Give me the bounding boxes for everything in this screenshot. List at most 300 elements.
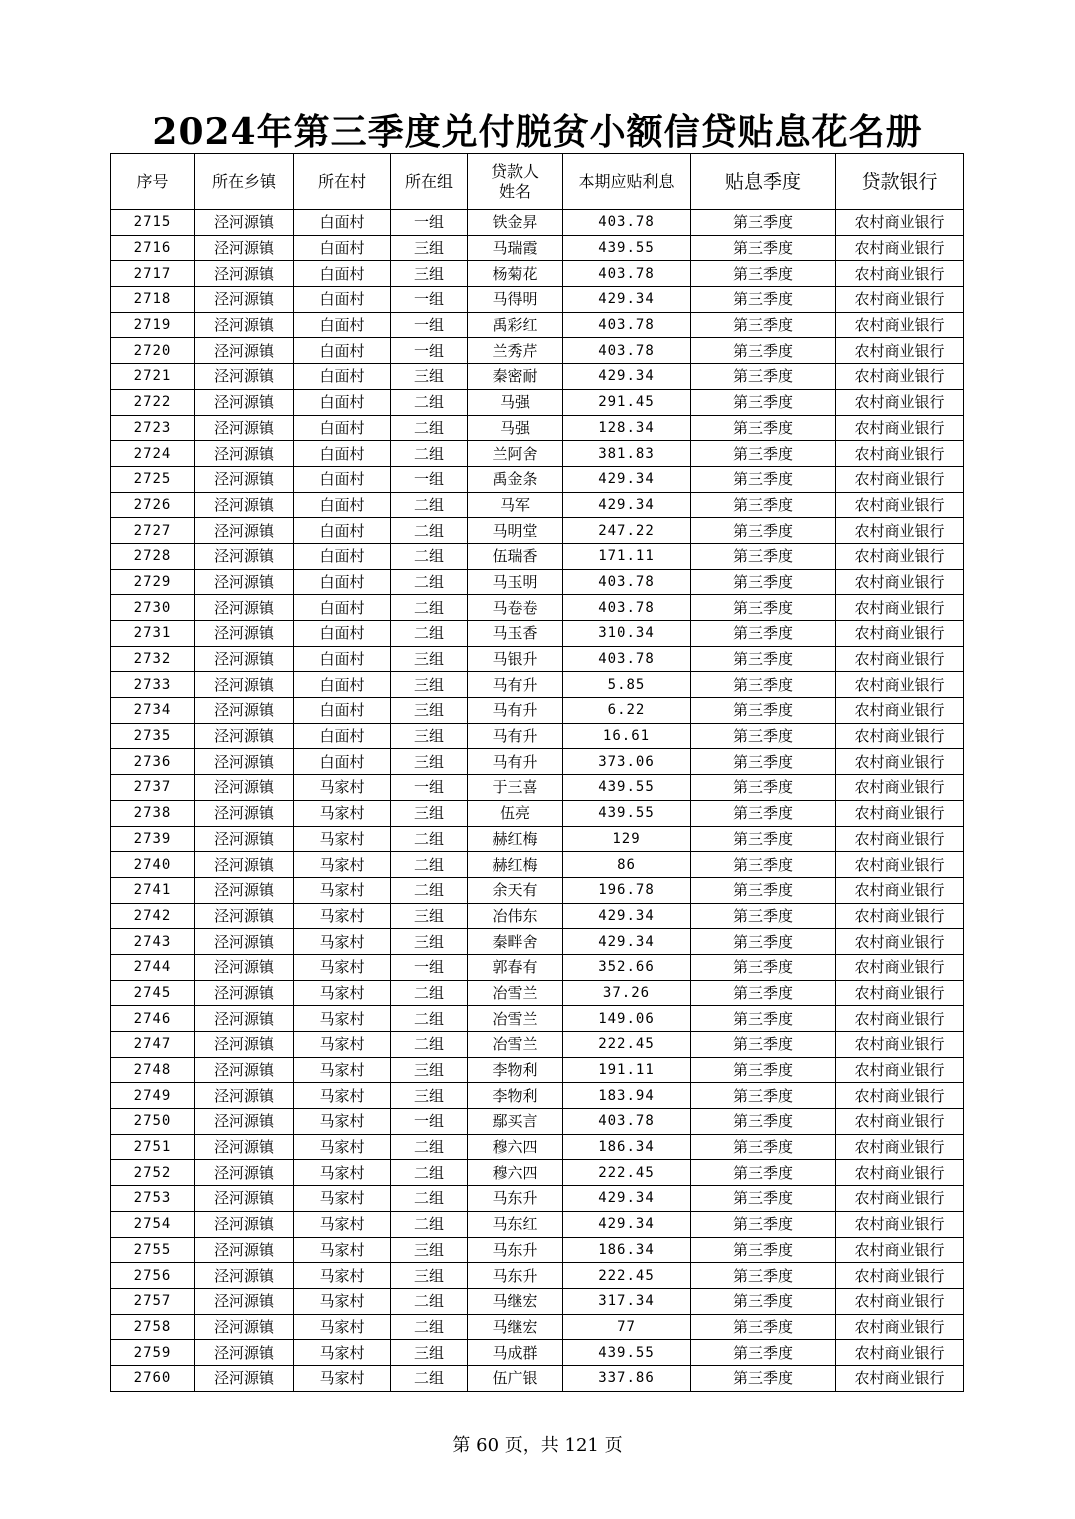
cell-group: 二组 <box>391 492 468 518</box>
cell-bank: 农村商业银行 <box>836 621 964 647</box>
cell-quarter: 第三季度 <box>691 698 836 724</box>
cell-borrower: 冶伟东 <box>468 903 563 929</box>
cell-interest: 429.34 <box>563 903 691 929</box>
cell-bank: 农村商业银行 <box>836 672 964 698</box>
cell-interest: 186.34 <box>563 1237 691 1263</box>
table-row <box>111 698 964 724</box>
cell-borrower: 赫红梅 <box>468 826 563 852</box>
cell-quarter: 第三季度 <box>691 929 836 955</box>
cell-bank: 农村商业银行 <box>836 389 964 415</box>
cell-interest: 352.66 <box>563 954 691 980</box>
cell-bank: 农村商业银行 <box>836 543 964 569</box>
table-row <box>111 1083 964 1109</box>
cell-interest: 5.85 <box>563 672 691 698</box>
cell-town: 泾河源镇 <box>195 1109 294 1135</box>
cell-group: 三组 <box>391 1263 468 1289</box>
table-row <box>111 1237 964 1263</box>
cell-bank: 农村商业银行 <box>836 1109 964 1135</box>
cell-seq: 2725 <box>111 466 195 492</box>
cell-interest: 373.06 <box>563 749 691 775</box>
cell-town: 泾河源镇 <box>195 1134 294 1160</box>
cell-quarter: 第三季度 <box>691 466 836 492</box>
cell-seq: 2721 <box>111 364 195 390</box>
cell-borrower: 李物利 <box>468 1083 563 1109</box>
cell-village: 马家村 <box>294 1032 391 1058</box>
cell-interest: 6.22 <box>563 698 691 724</box>
table-row <box>111 1186 964 1212</box>
cell-group: 二组 <box>391 852 468 878</box>
cell-quarter: 第三季度 <box>691 749 836 775</box>
table-row <box>111 929 964 955</box>
cell-town: 泾河源镇 <box>195 1211 294 1237</box>
cell-bank: 农村商业银行 <box>836 698 964 724</box>
header-quarter: 贴息季度 <box>691 154 836 210</box>
cell-quarter: 第三季度 <box>691 1314 836 1340</box>
header-town: 所在乡镇 <box>195 154 294 210</box>
cell-borrower: 冶雪兰 <box>468 1032 563 1058</box>
cell-seq: 2760 <box>111 1365 195 1391</box>
cell-interest: 129 <box>563 826 691 852</box>
cell-seq: 2747 <box>111 1032 195 1058</box>
cell-bank: 农村商业银行 <box>836 466 964 492</box>
cell-village: 马家村 <box>294 1340 391 1366</box>
cell-bank: 农村商业银行 <box>836 1237 964 1263</box>
table-row <box>111 723 964 749</box>
cell-borrower: 马东升 <box>468 1237 563 1263</box>
cell-quarter: 第三季度 <box>691 415 836 441</box>
cell-group: 三组 <box>391 672 468 698</box>
table-row <box>111 415 964 441</box>
cell-seq: 2749 <box>111 1083 195 1109</box>
cell-quarter: 第三季度 <box>691 1288 836 1314</box>
cell-town: 泾河源镇 <box>195 338 294 364</box>
table-row <box>111 287 964 313</box>
cell-borrower: 马有升 <box>468 672 563 698</box>
cell-village: 马家村 <box>294 903 391 929</box>
cell-interest: 403.78 <box>563 569 691 595</box>
cell-borrower: 杨菊花 <box>468 261 563 287</box>
table-row <box>111 210 964 236</box>
cell-town: 泾河源镇 <box>195 1314 294 1340</box>
cell-town: 泾河源镇 <box>195 1057 294 1083</box>
cell-bank: 农村商业银行 <box>836 723 964 749</box>
cell-quarter: 第三季度 <box>691 492 836 518</box>
cell-interest: 381.83 <box>563 441 691 467</box>
cell-village: 马家村 <box>294 1083 391 1109</box>
cell-interest: 403.78 <box>563 261 691 287</box>
cell-village: 白面村 <box>294 698 391 724</box>
table-row <box>111 235 964 261</box>
cell-village: 马家村 <box>294 1006 391 1032</box>
cell-group: 二组 <box>391 518 468 544</box>
cell-bank: 农村商业银行 <box>836 852 964 878</box>
cell-town: 泾河源镇 <box>195 646 294 672</box>
cell-quarter: 第三季度 <box>691 1365 836 1391</box>
cell-town: 泾河源镇 <box>195 826 294 852</box>
cell-group: 三组 <box>391 364 468 390</box>
cell-seq: 2752 <box>111 1160 195 1186</box>
cell-quarter: 第三季度 <box>691 621 836 647</box>
cell-quarter: 第三季度 <box>691 826 836 852</box>
cell-seq: 2738 <box>111 800 195 826</box>
table-row <box>111 877 964 903</box>
cell-bank: 农村商业银行 <box>836 646 964 672</box>
cell-seq: 2716 <box>111 235 195 261</box>
cell-bank: 农村商业银行 <box>836 1032 964 1058</box>
cell-seq: 2746 <box>111 1006 195 1032</box>
cell-quarter: 第三季度 <box>691 595 836 621</box>
cell-village: 马家村 <box>294 800 391 826</box>
cell-interest: 222.45 <box>563 1032 691 1058</box>
cell-group: 一组 <box>391 466 468 492</box>
cell-quarter: 第三季度 <box>691 287 836 313</box>
cell-borrower: 马东升 <box>468 1263 563 1289</box>
cell-seq: 2757 <box>111 1288 195 1314</box>
cell-town: 泾河源镇 <box>195 698 294 724</box>
cell-quarter: 第三季度 <box>691 261 836 287</box>
subsidy-roster-table <box>110 153 964 1392</box>
cell-quarter: 第三季度 <box>691 1134 836 1160</box>
cell-borrower: 伍广银 <box>468 1365 563 1391</box>
table-row <box>111 980 964 1006</box>
cell-quarter: 第三季度 <box>691 672 836 698</box>
cell-borrower: 郭春有 <box>468 954 563 980</box>
table-row <box>111 775 964 801</box>
cell-group: 三组 <box>391 929 468 955</box>
cell-town: 泾河源镇 <box>195 518 294 544</box>
cell-borrower: 马玉香 <box>468 621 563 647</box>
cell-village: 白面村 <box>294 749 391 775</box>
table-row <box>111 749 964 775</box>
cell-borrower: 禹彩红 <box>468 312 563 338</box>
cell-bank: 农村商业银行 <box>836 1160 964 1186</box>
cell-borrower: 马继宏 <box>468 1288 563 1314</box>
cell-borrower: 禹金条 <box>468 466 563 492</box>
cell-group: 一组 <box>391 775 468 801</box>
cell-borrower: 马继宏 <box>468 1314 563 1340</box>
table-row <box>111 672 964 698</box>
cell-village: 马家村 <box>294 1263 391 1289</box>
cell-village: 白面村 <box>294 338 391 364</box>
cell-town: 泾河源镇 <box>195 415 294 441</box>
cell-group: 二组 <box>391 980 468 1006</box>
cell-village: 马家村 <box>294 1365 391 1391</box>
cell-bank: 农村商业银行 <box>836 749 964 775</box>
table-row <box>111 466 964 492</box>
cell-town: 泾河源镇 <box>195 903 294 929</box>
cell-interest: 317.34 <box>563 1288 691 1314</box>
cell-village: 马家村 <box>294 852 391 878</box>
cell-town: 泾河源镇 <box>195 800 294 826</box>
table-row <box>111 389 964 415</box>
cell-quarter: 第三季度 <box>691 441 836 467</box>
cell-interest: 16.61 <box>563 723 691 749</box>
cell-seq: 2731 <box>111 621 195 647</box>
cell-village: 白面村 <box>294 595 391 621</box>
cell-quarter: 第三季度 <box>691 775 836 801</box>
cell-town: 泾河源镇 <box>195 1288 294 1314</box>
cell-quarter: 第三季度 <box>691 980 836 1006</box>
cell-interest: 149.06 <box>563 1006 691 1032</box>
table-row <box>111 1057 964 1083</box>
cell-village: 白面村 <box>294 441 391 467</box>
cell-quarter: 第三季度 <box>691 569 836 595</box>
cell-seq: 2755 <box>111 1237 195 1263</box>
cell-interest: 403.78 <box>563 312 691 338</box>
cell-town: 泾河源镇 <box>195 543 294 569</box>
table-row <box>111 1109 964 1135</box>
cell-town: 泾河源镇 <box>195 929 294 955</box>
cell-group: 二组 <box>391 1032 468 1058</box>
cell-interest: 439.55 <box>563 775 691 801</box>
cell-town: 泾河源镇 <box>195 312 294 338</box>
cell-town: 泾河源镇 <box>195 1365 294 1391</box>
cell-village: 马家村 <box>294 1160 391 1186</box>
cell-bank: 农村商业银行 <box>836 877 964 903</box>
cell-bank: 农村商业银行 <box>836 1186 964 1212</box>
table-row <box>111 569 964 595</box>
table-row <box>111 826 964 852</box>
cell-interest: 403.78 <box>563 210 691 236</box>
cell-town: 泾河源镇 <box>195 492 294 518</box>
cell-quarter: 第三季度 <box>691 852 836 878</box>
cell-borrower: 马东红 <box>468 1211 563 1237</box>
cell-village: 马家村 <box>294 1109 391 1135</box>
cell-bank: 农村商业银行 <box>836 980 964 1006</box>
cell-village: 白面村 <box>294 621 391 647</box>
cell-quarter: 第三季度 <box>691 1186 836 1212</box>
cell-village: 白面村 <box>294 672 391 698</box>
cell-interest: 86 <box>563 852 691 878</box>
cell-borrower: 马东升 <box>468 1186 563 1212</box>
cell-group: 三组 <box>391 723 468 749</box>
cell-group: 三组 <box>391 903 468 929</box>
header-borrower-line1: 贷款人 <box>490 161 539 181</box>
cell-interest: 429.34 <box>563 287 691 313</box>
cell-quarter: 第三季度 <box>691 235 836 261</box>
cell-borrower: 伍瑞香 <box>468 543 563 569</box>
cell-village: 白面村 <box>294 235 391 261</box>
cell-town: 泾河源镇 <box>195 364 294 390</box>
cell-village: 白面村 <box>294 210 391 236</box>
cell-town: 泾河源镇 <box>195 723 294 749</box>
cell-borrower: 鄢买言 <box>468 1109 563 1135</box>
cell-group: 一组 <box>391 1109 468 1135</box>
cell-seq: 2758 <box>111 1314 195 1340</box>
cell-village: 白面村 <box>294 364 391 390</box>
cell-seq: 2733 <box>111 672 195 698</box>
cell-group: 一组 <box>391 954 468 980</box>
cell-interest: 291.45 <box>563 389 691 415</box>
cell-quarter: 第三季度 <box>691 877 836 903</box>
cell-seq: 2723 <box>111 415 195 441</box>
table-row <box>111 441 964 467</box>
cell-interest: 191.11 <box>563 1057 691 1083</box>
cell-seq: 2729 <box>111 569 195 595</box>
table-row <box>111 1314 964 1340</box>
table-header-row <box>111 154 964 210</box>
cell-bank: 农村商业银行 <box>836 441 964 467</box>
cell-bank: 农村商业银行 <box>836 1263 964 1289</box>
cell-quarter: 第三季度 <box>691 1057 836 1083</box>
cell-town: 泾河源镇 <box>195 1237 294 1263</box>
cell-seq: 2740 <box>111 852 195 878</box>
cell-village: 马家村 <box>294 775 391 801</box>
cell-village: 马家村 <box>294 954 391 980</box>
cell-group: 二组 <box>391 595 468 621</box>
cell-group: 二组 <box>391 877 468 903</box>
page-title: 2024年第三季度兑付脱贫小额信贷贴息花名册 <box>152 111 923 153</box>
cell-interest: 37.26 <box>563 980 691 1006</box>
cell-borrower: 马成群 <box>468 1340 563 1366</box>
cell-quarter: 第三季度 <box>691 954 836 980</box>
cell-seq: 2745 <box>111 980 195 1006</box>
cell-group: 三组 <box>391 800 468 826</box>
table-row <box>111 954 964 980</box>
cell-group: 二组 <box>391 1211 468 1237</box>
cell-quarter: 第三季度 <box>691 543 836 569</box>
cell-bank: 农村商业银行 <box>836 1006 964 1032</box>
cell-seq: 2720 <box>111 338 195 364</box>
cell-town: 泾河源镇 <box>195 1160 294 1186</box>
cell-quarter: 第三季度 <box>691 1032 836 1058</box>
cell-town: 泾河源镇 <box>195 980 294 1006</box>
cell-bank: 农村商业银行 <box>836 1340 964 1366</box>
cell-quarter: 第三季度 <box>691 389 836 415</box>
cell-group: 三组 <box>391 646 468 672</box>
cell-town: 泾河源镇 <box>195 1006 294 1032</box>
cell-town: 泾河源镇 <box>195 621 294 647</box>
table-row <box>111 1340 964 1366</box>
cell-bank: 农村商业银行 <box>836 929 964 955</box>
cell-seq: 2759 <box>111 1340 195 1366</box>
cell-seq: 2754 <box>111 1211 195 1237</box>
cell-seq: 2730 <box>111 595 195 621</box>
header-bank: 贷款银行 <box>836 154 964 210</box>
cell-town: 泾河源镇 <box>195 1186 294 1212</box>
cell-seq: 2748 <box>111 1057 195 1083</box>
cell-group: 三组 <box>391 1057 468 1083</box>
cell-borrower: 兰阿舍 <box>468 441 563 467</box>
header-seq: 序号 <box>111 154 195 210</box>
cell-bank: 农村商业银行 <box>836 1314 964 1340</box>
cell-quarter: 第三季度 <box>691 1211 836 1237</box>
cell-village: 马家村 <box>294 1237 391 1263</box>
cell-bank: 农村商业银行 <box>836 518 964 544</box>
cell-group: 二组 <box>391 1365 468 1391</box>
cell-bank: 农村商业银行 <box>836 1288 964 1314</box>
cell-borrower: 马银升 <box>468 646 563 672</box>
cell-seq: 2718 <box>111 287 195 313</box>
cell-group: 三组 <box>391 698 468 724</box>
cell-interest: 337.86 <box>563 1365 691 1391</box>
cell-seq: 2734 <box>111 698 195 724</box>
table-row <box>111 800 964 826</box>
cell-bank: 农村商业银行 <box>836 287 964 313</box>
cell-borrower: 铁金昇 <box>468 210 563 236</box>
cell-interest: 439.55 <box>563 800 691 826</box>
cell-group: 二组 <box>391 1134 468 1160</box>
cell-seq: 2744 <box>111 954 195 980</box>
cell-bank: 农村商业银行 <box>836 775 964 801</box>
table-row <box>111 261 964 287</box>
cell-seq: 2732 <box>111 646 195 672</box>
cell-village: 白面村 <box>294 646 391 672</box>
cell-group: 二组 <box>391 1006 468 1032</box>
cell-seq: 2743 <box>111 929 195 955</box>
cell-borrower: 兰秀芹 <box>468 338 563 364</box>
cell-town: 泾河源镇 <box>195 775 294 801</box>
cell-interest: 429.34 <box>563 1186 691 1212</box>
cell-village: 马家村 <box>294 1288 391 1314</box>
cell-interest: 77 <box>563 1314 691 1340</box>
cell-interest: 429.34 <box>563 929 691 955</box>
cell-seq: 2750 <box>111 1109 195 1135</box>
table-row <box>111 312 964 338</box>
cell-town: 泾河源镇 <box>195 1032 294 1058</box>
header-borrower <box>468 154 563 210</box>
cell-town: 泾河源镇 <box>195 852 294 878</box>
cell-quarter: 第三季度 <box>691 903 836 929</box>
cell-village: 马家村 <box>294 1314 391 1340</box>
table-row <box>111 1006 964 1032</box>
cell-bank: 农村商业银行 <box>836 415 964 441</box>
cell-group: 二组 <box>391 621 468 647</box>
cell-bank: 农村商业银行 <box>836 1057 964 1083</box>
cell-borrower: 秦畔舍 <box>468 929 563 955</box>
cell-group: 三组 <box>391 235 468 261</box>
cell-group: 三组 <box>391 261 468 287</box>
cell-quarter: 第三季度 <box>691 1263 836 1289</box>
cell-group: 二组 <box>391 415 468 441</box>
cell-bank: 农村商业银行 <box>836 364 964 390</box>
cell-borrower: 马有升 <box>468 723 563 749</box>
cell-borrower: 马明堂 <box>468 518 563 544</box>
cell-group: 三组 <box>391 1340 468 1366</box>
cell-bank: 农村商业银行 <box>836 1365 964 1391</box>
cell-village: 马家村 <box>294 826 391 852</box>
cell-group: 二组 <box>391 389 468 415</box>
table-row <box>111 1211 964 1237</box>
cell-village: 白面村 <box>294 723 391 749</box>
cell-village: 白面村 <box>294 415 391 441</box>
cell-interest: 222.45 <box>563 1263 691 1289</box>
cell-village: 白面村 <box>294 569 391 595</box>
cell-interest: 439.55 <box>563 235 691 261</box>
cell-bank: 农村商业银行 <box>836 261 964 287</box>
cell-bank: 农村商业银行 <box>836 595 964 621</box>
cell-quarter: 第三季度 <box>691 1237 836 1263</box>
cell-bank: 农村商业银行 <box>836 235 964 261</box>
cell-town: 泾河源镇 <box>195 954 294 980</box>
cell-borrower: 马卷卷 <box>468 595 563 621</box>
table-row <box>111 595 964 621</box>
cell-quarter: 第三季度 <box>691 364 836 390</box>
cell-borrower: 冶雪兰 <box>468 1006 563 1032</box>
cell-village: 马家村 <box>294 1211 391 1237</box>
cell-seq: 2753 <box>111 1186 195 1212</box>
cell-seq: 2724 <box>111 441 195 467</box>
cell-bank: 农村商业银行 <box>836 954 964 980</box>
header-interest: 本期应贴利息 <box>563 154 691 210</box>
header-village: 所在村 <box>294 154 391 210</box>
cell-interest: 128.34 <box>563 415 691 441</box>
cell-interest: 196.78 <box>563 877 691 903</box>
table-row <box>111 1134 964 1160</box>
table-row <box>111 1365 964 1391</box>
cell-interest: 429.34 <box>563 1211 691 1237</box>
cell-borrower: 冶雪兰 <box>468 980 563 1006</box>
